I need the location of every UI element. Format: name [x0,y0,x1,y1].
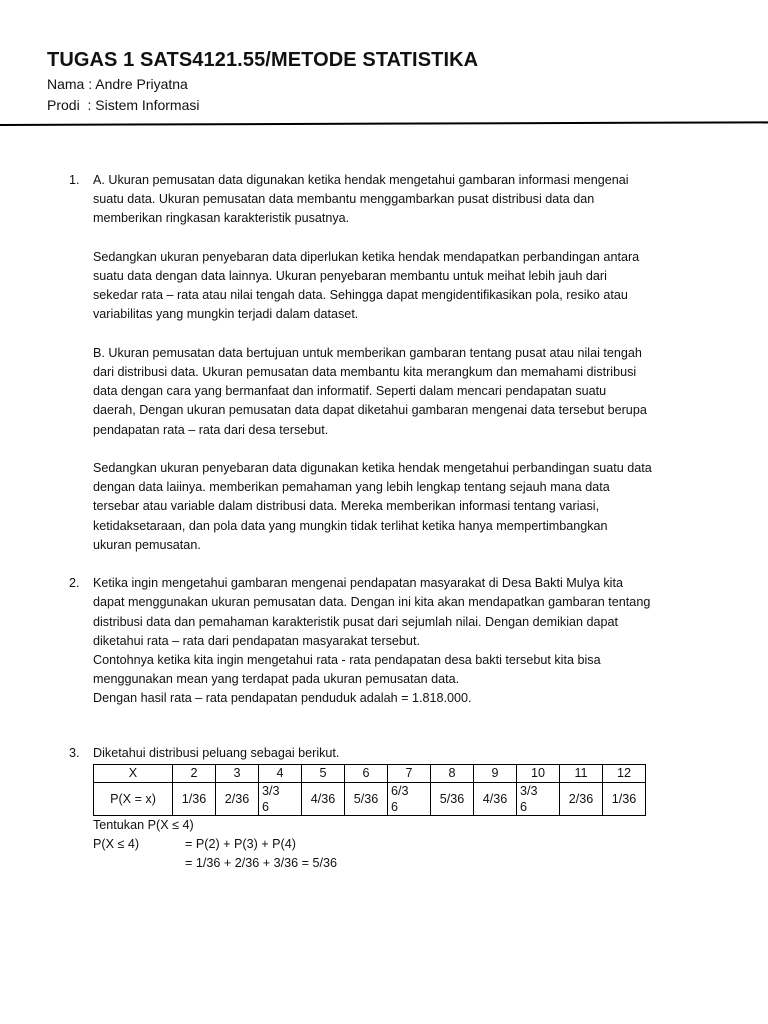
text-line: dengan data laiinya. memberikan pemahaman yang lebih lengkap tentang sejauh mana data [93,480,610,495]
question-2 [69,574,729,708]
question-number: 3. [69,745,80,760]
question-3-intro: Diketahui distribusi peluang sebagai berikut. [93,745,340,760]
probability-distribution-table [93,764,646,816]
text-line: memberikan ringkasan karakteristik pusatnya. [93,211,350,226]
text-line: Sedangkan ukuran penyebaran data diperlukan ketika hendak mendapatkan perbandingan antara [93,249,640,264]
x-value-cell: 6 [345,764,388,782]
probability-cell: 4/36 [302,782,345,815]
x-value-cell: 11 [560,764,603,782]
document-title: TUGAS 1 SATS4121.55/METODE STATISTIKA [47,49,479,71]
text-line: sekedar rata – rata atau nilai tengah data. Sehingga dapat mengidentifikasikan pola, resiko atau [93,288,628,303]
answer-paragraph [93,248,729,325]
text-line: ukuran pemusatan. [93,537,201,552]
text-line: Contohnya ketika kita ingin mengetahui rata - rata pendapatan desa bakti tersebut kita bisa [93,653,601,668]
x-value-cell: 3 [216,764,259,782]
calculation-step [93,835,729,854]
text-line: B. Ukuran pemusatan data bertujuan untuk memberikan gambaran tentang pusat atau nilai tengah [93,345,642,360]
text-line: daerah, Dengan ukuran pemusatan data dapat diketahui gambaran mengenai data tersebut berupa [93,403,647,418]
study-program: Prodi : Sistem Informasi [47,97,200,113]
text-line: diketahui rata – rata dari pendapatan masyarakat tersebut. [93,633,420,648]
table-header-cell: X [94,764,173,782]
answer-paragraph [93,459,729,555]
text-line: suatu data dengan data lainnya. Ukuran penyebaran membantu untuk meihat lebih jauh dari [93,269,607,283]
header-divider [0,121,768,126]
document-header [47,46,747,116]
x-value-cell: 2 [173,764,216,782]
probability-cell: 2/36 [216,782,259,815]
probability-cell: 1/36 [603,782,646,815]
text-line: suatu data. Ukuran pemusatan data membantu menggambarkan pusat distribusi data dan [93,192,595,207]
text-line: tersebar atau variable dalam distribusi data. Mereka memberikan informasi tentang variasi, [93,499,600,514]
step-expression: = 1/36 + 2/36 + 3/36 = 5/36 [185,856,337,871]
step-label [93,854,185,873]
calculation [93,835,729,873]
document-body [69,171,729,873]
probability-cell: 3/3 6 [517,782,560,815]
probability-cell: 5/36 [431,782,474,815]
text-line: data dengan cara yang bermanfaat dan informatif. Seperti dalam mencari pendapatan suatu [93,384,607,399]
text-line: A. Ukuran pemusatan data digunakan ketika hendak mengetahui gambaran informasi mengenai [93,173,629,187]
probability-cell: 3/3 6 [259,782,302,815]
x-value-cell: 9 [474,764,517,782]
text-line: dari distribusi data. Ukuran pemusatan data membantu kita merangkum dan memahami distribusi [93,365,637,379]
text-line: Sedangkan ukuran penyebaran data digunakan ketika hendak mengetahui perbandingan suatu data [93,461,652,475]
probability-cell: 5/36 [345,782,388,815]
text-line: variabilitas yang mungkin terjadi dalam dataset. [93,307,359,322]
text-line: Dengan hasil rata – rata pendapatan penduduk adalah = 1.818.000. [93,691,472,706]
question-number: 1. [69,173,80,187]
x-value-cell: 12 [603,764,646,782]
answer-1 [93,171,729,555]
x-value-cell: 7 [388,764,431,782]
question-number: 2. [69,576,80,591]
student-name: Nama : Andre Priyatna [47,76,188,92]
x-value-cell: 4 [259,764,302,782]
x-value-cell: 8 [431,764,474,782]
table-row [94,764,646,782]
calculation-step [93,854,729,873]
probability-cell: 6/3 6 [388,782,431,815]
answer-2 [93,574,729,708]
step-expression: = P(2) + P(3) + P(4) [185,837,296,852]
answer-paragraph [93,171,729,229]
step-label: P(X ≤ 4) [93,837,140,852]
text-line: ketidaksetaraan, dan pola data yang mungkin tidak terlihat ketika hanya mempertimbangkan [93,518,608,533]
x-value-cell: 10 [517,764,560,782]
text-line: distribusi data dan pemahaman karakteristik pusat dari sejumlah nilai. Dengan demikian dapat [93,614,619,629]
answer-paragraph [93,344,729,440]
text-line: pendapatan rata – rata dari desa tersebut. [93,422,329,437]
table-row [94,782,646,815]
text-line: Ketika ingin mengetahui gambaran mengenai pendapatan masyarakat di Desa Bakti Mulya kita [93,576,623,591]
table-header-cell: P(X = x) [94,782,173,815]
probability-cell: 1/36 [173,782,216,815]
x-value-cell: 5 [302,764,345,782]
question-3 [69,744,729,874]
text-line: dapat menggunakan ukuran pemusatan data. Dengan ini kita akan mendapatkan gambaran tentang [93,595,651,610]
question-1 [69,171,729,555]
text-line: menggunakan mean yang terdapat pada ukuran pemusatan data. [93,672,460,687]
question-3-prompt: Tentukan P(X ≤ 4) [93,817,194,832]
probability-cell: 2/36 [560,782,603,815]
probability-cell: 4/36 [474,782,517,815]
